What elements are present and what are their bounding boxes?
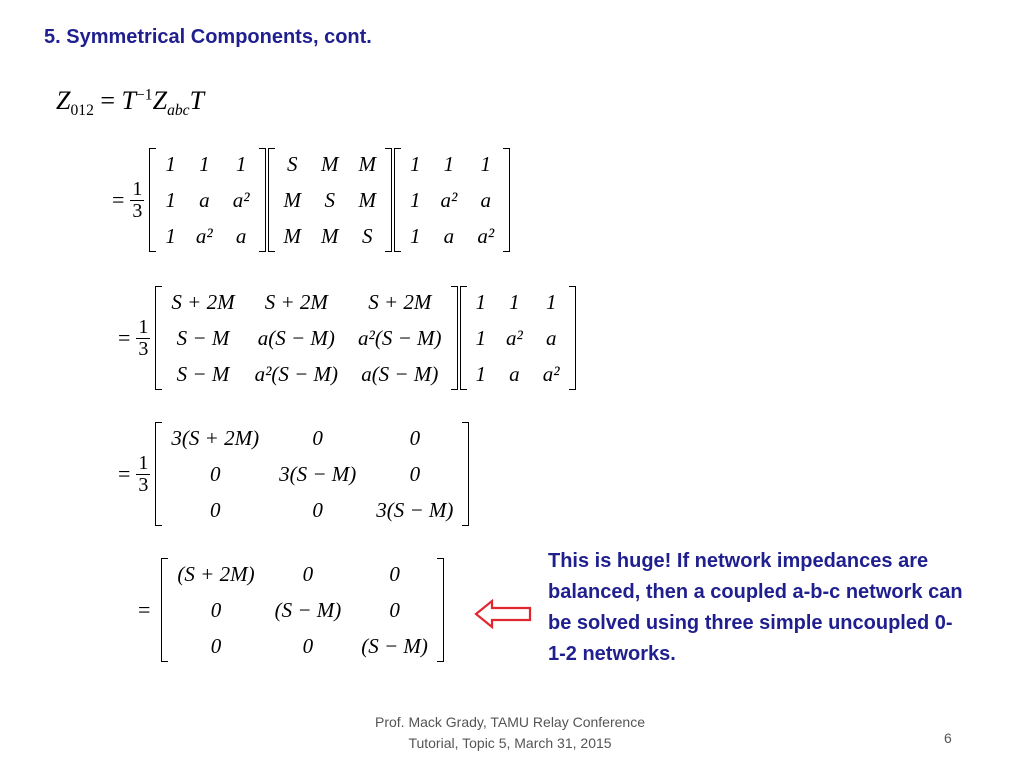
- matrix-cell: 1: [165, 223, 176, 248]
- matrix-cell: M: [283, 223, 302, 248]
- matrix-cell: M: [321, 223, 339, 248]
- page-number: 6: [944, 730, 952, 746]
- matrix-cell: 0: [302, 633, 314, 658]
- matrix-cell: 1: [443, 151, 455, 176]
- one-third-fraction: $\frac{1}{3}$: [138, 315, 149, 360]
- equals-sign: =: [112, 187, 125, 212]
- matrix-cell: 1: [475, 289, 486, 314]
- slide-title: 5. Symmetrical Components, cont.: [44, 26, 372, 48]
- matrix-cell: 0: [302, 561, 314, 586]
- z-symbol: Z: [56, 86, 71, 115]
- matrix-cell: 0: [210, 497, 221, 522]
- t-inverse-superscript: −1: [136, 86, 153, 104]
- zabc-subscript: abc: [167, 102, 190, 120]
- matrix-cell: 0: [312, 425, 323, 450]
- matrix-cell: S + 2M: [368, 289, 432, 314]
- equals-sign: =: [100, 86, 116, 115]
- matrix-cell: a²: [506, 325, 523, 350]
- matrix-cell: (S − M): [274, 597, 342, 622]
- matrix-cell: 1: [165, 151, 176, 176]
- footer-line-2: Tutorial, Topic 5, March 31, 2015: [408, 735, 612, 751]
- matrix-cell: a: [443, 223, 455, 248]
- footer-line-1: Prof. Mack Grady, TAMU Relay Conference: [375, 714, 645, 730]
- matrix-cell: 0: [210, 461, 221, 486]
- matrix-cell: (S + 2M): [177, 561, 255, 586]
- z-subscript: 012: [70, 102, 94, 120]
- equals-sign: =: [118, 461, 131, 486]
- matrix-cell: 1: [165, 187, 176, 212]
- matrix-diagonal-z012: [161, 556, 443, 664]
- matrix-cell: a²(S − M): [254, 361, 339, 386]
- matrix-cell: 1: [410, 187, 421, 212]
- matrix-cell: a²(S − M): [358, 325, 442, 350]
- matrix-cell: 1: [480, 151, 491, 176]
- matrix-cell: S − M: [176, 325, 230, 350]
- matrix-cell: 1: [235, 151, 247, 176]
- matrix-cell: a(S − M): [361, 361, 439, 386]
- matrix-cell: 0: [409, 461, 421, 486]
- matrix-cell: M: [321, 151, 339, 176]
- matrix-cell: a²: [232, 187, 250, 212]
- matrix-cell: a: [545, 325, 557, 350]
- matrix-zabc: [268, 146, 393, 254]
- matrix-cell: S: [324, 187, 336, 212]
- matrix-cell: 1: [199, 151, 210, 176]
- matrix-cell: a²: [440, 187, 458, 212]
- matrix-cell: S − M: [176, 361, 230, 386]
- matrix-cell: 1: [410, 223, 421, 248]
- matrix-cell: a²: [477, 223, 495, 248]
- matrix-cell: 1: [475, 361, 486, 386]
- matrix-cell: M: [358, 151, 377, 176]
- equation-row-3: [118, 420, 470, 528]
- matrix-cell: a²: [542, 361, 560, 386]
- t-symbol-2: T: [189, 86, 205, 115]
- matrix-diagonal-scaled: [155, 420, 469, 528]
- matrix-cell: a: [480, 187, 491, 212]
- matrix-cell: 0: [389, 597, 400, 622]
- one-third-fraction: $\frac{1}{3}$: [132, 177, 143, 222]
- footer: [340, 712, 680, 754]
- matrix-cell: S: [362, 223, 373, 248]
- matrix-cell: S + 2M: [171, 289, 235, 314]
- matrix-cell: a: [199, 187, 210, 212]
- equation-row-1: [112, 146, 511, 254]
- matrix-transform: [460, 284, 576, 392]
- left-arrow-icon: [474, 598, 532, 630]
- equals-sign: =: [118, 325, 131, 350]
- matrix-cell: 1: [475, 325, 486, 350]
- equals-sign: =: [138, 597, 151, 622]
- matrix-cell: 3(S − M): [279, 461, 357, 486]
- matrix-cell: 1: [509, 289, 520, 314]
- equation-row-4: [138, 556, 445, 664]
- matrix-cell: S: [287, 151, 298, 176]
- matrix-cell: S + 2M: [264, 289, 328, 314]
- matrix-cell: a²: [195, 223, 213, 248]
- main-equation: [56, 86, 205, 120]
- one-third-fraction: $\frac{1}{3}$: [138, 451, 149, 496]
- highlight-note: This is huge! If network impedances are balanced, then a coupled a-b-c network can be solved using three simple uncoupled 0-1-2 networks.: [548, 550, 963, 665]
- matrix-transform: [394, 146, 510, 254]
- matrix-cell: 0: [210, 597, 222, 622]
- matrix-cell: 0: [210, 633, 222, 658]
- matrix-cell: M: [283, 187, 302, 212]
- matrix-cell: 1: [545, 289, 557, 314]
- zabc-symbol: Z: [152, 86, 168, 115]
- matrix-cell: M: [358, 187, 377, 212]
- matrix-cell: 0: [389, 561, 400, 586]
- matrix-cell: 0: [312, 497, 323, 522]
- matrix-cell: 0: [409, 425, 421, 450]
- matrix-cell: a: [509, 361, 520, 386]
- matrix-cell: 3(S + 2M): [171, 425, 260, 450]
- matrix-product-intermediate: [155, 284, 457, 392]
- matrix-cell: a: [235, 223, 247, 248]
- matrix-cell: (S − M): [361, 633, 428, 658]
- equation-row-2: [118, 284, 577, 392]
- matrix-cell: 1: [410, 151, 421, 176]
- matrix-transform-inverse: [149, 146, 265, 254]
- matrix-cell: a(S − M): [257, 325, 335, 350]
- t-symbol: T: [121, 86, 136, 115]
- matrix-cell: 3(S − M): [376, 497, 454, 522]
